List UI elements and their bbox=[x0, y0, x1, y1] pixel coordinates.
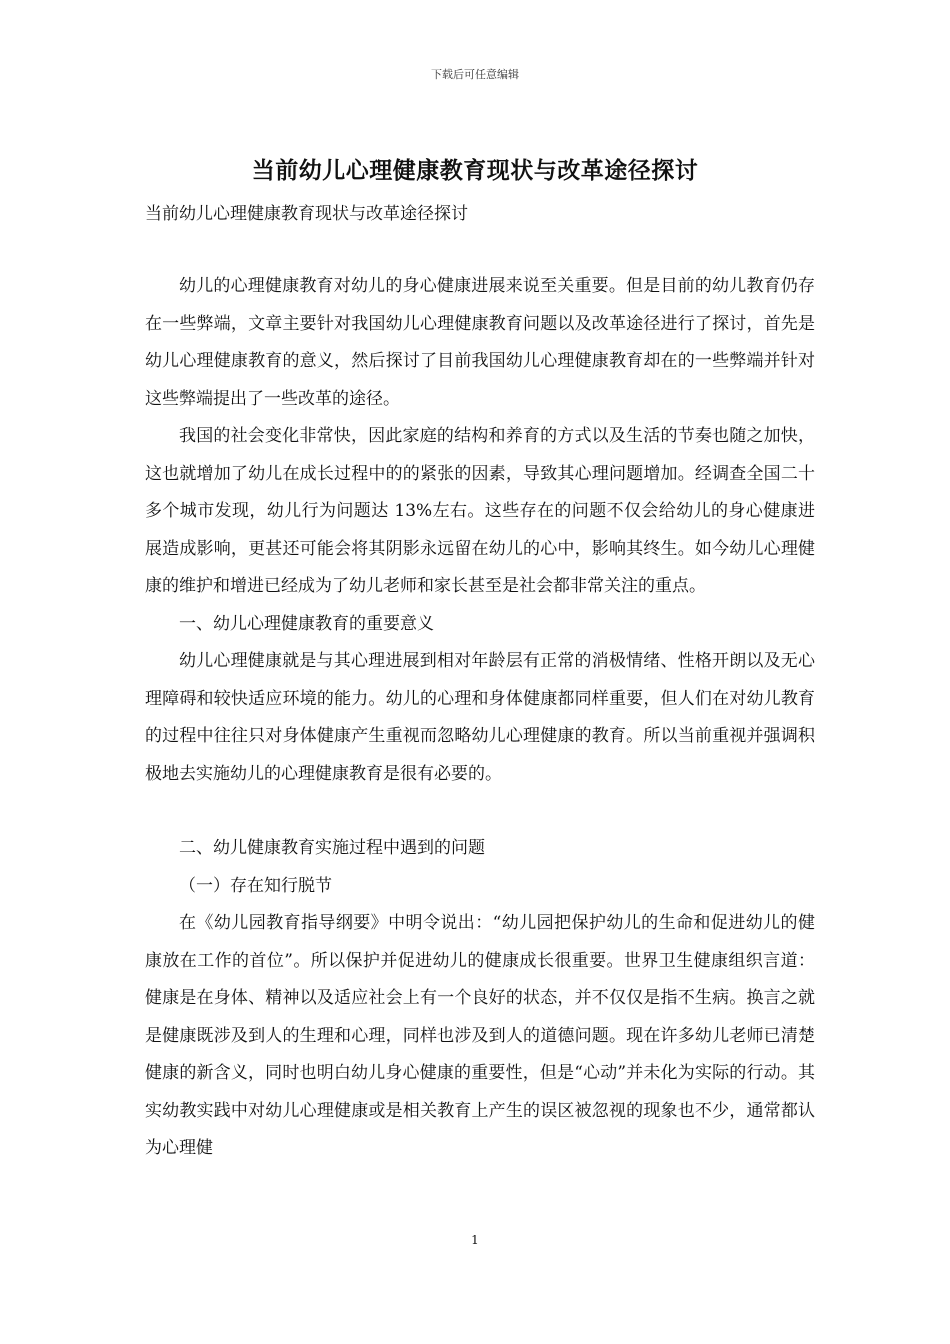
subsection-heading-1: （一）存在知行脱节 bbox=[179, 875, 332, 896]
paragraph-significance: 幼儿心理健康就是与其心理进展到相对年龄层有正常的消极情绪、性格开朗以及无心理障碍和较快适应环境的能力。幼儿的心理和身体健康都同样重要，但人们在对幼儿教育的过程中往往只对身体健康产生重视而忽略幼儿心理健康的教育。所以当前重视并强调积极地去实施幼儿的心理健康教育是很有必要的。 bbox=[145, 651, 815, 784]
page-number: 1 bbox=[471, 1233, 479, 1247]
paragraph-abstract: 幼儿的心理健康教育对幼儿的身心健康进展来说至关重要。但是目前的幼儿教育仍存在一些弊端，文章主要针对我国幼儿心理健康教育问题以及改革途径进行了探讨，首先是幼儿心理健康教育的意义，然后探讨了目前我国幼儿心理健康教育却在的一些弊端并针对这些弊端提出了一些改革的途径。 bbox=[145, 276, 815, 409]
document-subtitle: 当前幼儿心理健康教育现状与改革途径探讨 bbox=[145, 204, 468, 224]
document-body bbox=[145, 268, 815, 1168]
paragraph-background: 我国的社会变化非常快，因此家庭的结构和养育的方式以及生活的节奏也随之加快，这也就增加了幼儿在成长过程中的的紧张的因素，导致其心理问题增加。经调查全国二十多个城市发现，幼儿行为问题达 13%左右。这些存在的问题不仅会给幼儿的身心健康进展造成影响，更甚还可能会将其阴影永远留在幼儿的心中，影响其终生。如今幼儿心理健康的维护和增进已经成为了幼儿老师和家长甚至是社会都非常关注的重点。 bbox=[145, 426, 815, 596]
document-title: 当前幼儿心理健康教育现状与改革途径探讨 bbox=[251, 157, 699, 184]
paragraph-knowledge-action-gap: 在《幼儿园教育指导纲要》中明令说出：“幼儿园把保护幼儿的生命和促进幼儿的健康放在工作的首位”。所以保护并促进幼儿的健康成长很重要。世界卫生健康组织言道：健康是在身体、精神以及适应社会上有一个良好的状态，并不仅仅是指不生病。换言之就是健康既涉及到人的生理和心理，同样也涉及到人的道德问题。现在许多幼儿老师已清楚健康的新含义，同时也明白幼儿身心健康的重要性，但是“心动”并未化为实际的行动。其实幼教实践中对幼儿心理健康或是相关教育上产生的误区被忽视的现象也不少，通常都认为心理健 bbox=[145, 913, 815, 1158]
section-heading-2: 二、幼儿健康教育实施过程中遇到的问题 bbox=[179, 838, 485, 858]
section-heading-1: 一、幼儿心理健康教育的重要意义 bbox=[179, 613, 434, 634]
page-header: 下载后可任意编辑 bbox=[431, 68, 519, 81]
